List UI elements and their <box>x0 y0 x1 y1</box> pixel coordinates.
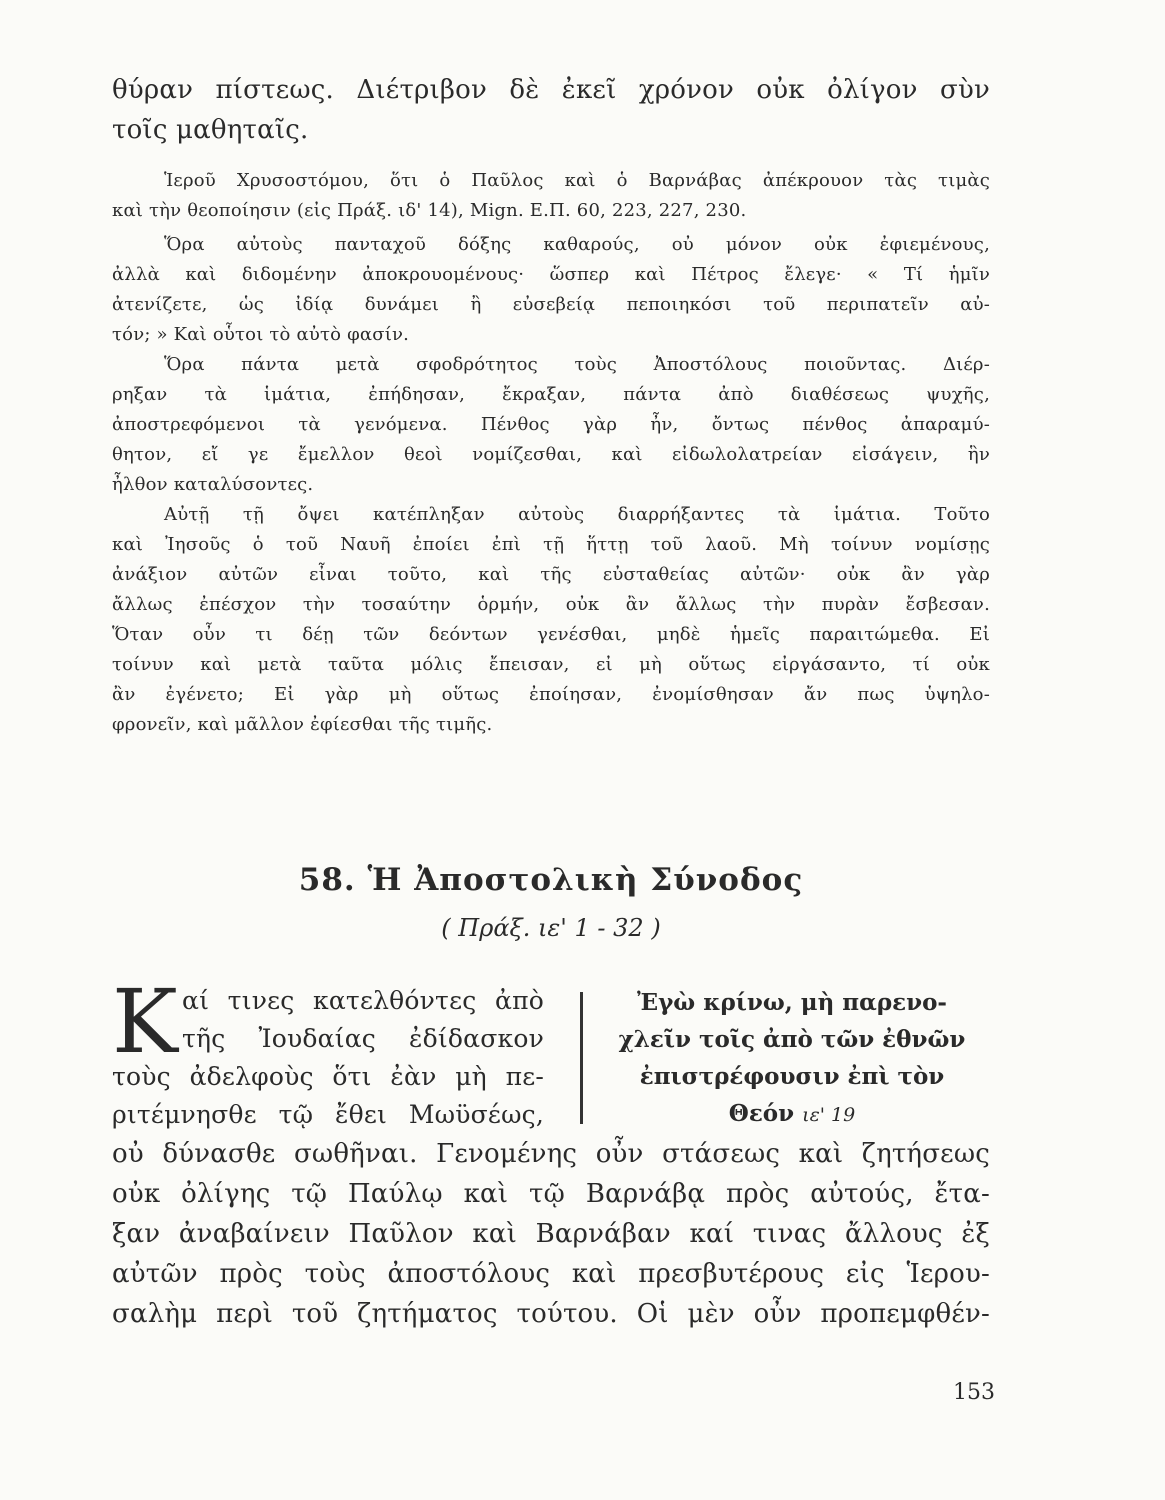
sidenote-line: ἐπιστρέφουσιν ἐπὶ τὸν <box>639 1063 945 1090</box>
commentary-line: ἀποστρεφόμενοι τὰ γενόμενα. Πένθος γὰρ ἦν, ὄντως πένθος ἀπαραμύ- <box>112 414 990 435</box>
sidenote-last-word: Θεόν <box>728 1100 795 1127</box>
text-line: οὐκ ὀλίγης τῷ Παύλῳ καὶ τῷ Βαρνάβᾳ πρὸς αὐτούς, ἔτα- <box>112 1179 990 1209</box>
sidenote-rule <box>580 992 583 1124</box>
text-line: σαλὴμ περὶ τοῦ ζητήματος τούτου. Οἱ μὲν οὖν προπεμφθέν- <box>112 1299 990 1329</box>
intro-line: τοὺς ἀδελφοὺς ὅτι ἐὰν μὴ πε- <box>112 1062 544 1091</box>
text-line: τοῖς μαθηταῖς. <box>112 115 309 145</box>
commentary-line: ἀτενίζετε, ὡς ἰδίᾳ δυνάμει ἢ εὐσεβείᾳ πεποιηκόσι τοῦ περιπατεῖν αὐ- <box>112 294 990 315</box>
text-line: θύραν πίστεως. Διέτριβον δὲ ἐκεῖ χρόνον οὐκ ὀλίγον σὺν <box>112 75 990 105</box>
sidenote-line: χλεῖν τοῖς ἀπὸ τῶν ἐθνῶν <box>618 1026 966 1053</box>
commentary-line: φρονεῖν, καὶ μᾶλλον ἐφίεσθαι τῆς τιμῆς. <box>112 714 493 735</box>
commentary-line: τοίνυν καὶ μετὰ ταῦτα μόλις ἔπεισαν, εἰ μὴ οὕτως εἰργάσαντο, τί οὐκ <box>112 654 990 675</box>
section-title: 58. Ἡ Ἀποστολικὴ Σύνοδος <box>298 862 804 898</box>
commentary-source-line: καὶ τὴν θεοποίησιν (εἰς Πράξ. ιδ' 14), Mign. E.Π. 60, 223, 227, 230. <box>112 200 747 221</box>
page-number: 153 <box>953 1380 995 1405</box>
commentary-header <box>112 166 990 226</box>
sidenote-line: Ἐγὼ κρίνω, μὴ παρενο- <box>637 989 947 1016</box>
commentary-line: ἄλλως ἐπέσχον τὴν τοσαύτην ὁρμήν, οὐκ ἂν ἄλλως τὴν πυρὰν ἔσβεσαν. <box>112 594 990 615</box>
commentary-line: Αὐτῇ τῇ ὄψει κατέπληξαν αὐτοὺς διαρρήξαντες τὰ ἱμάτια. Τοῦτο <box>164 504 990 525</box>
commentary-line: θητον, εἴ γε ἔμελλον θεοὶ νομίζεσθαι, καὶ εἰδωλολατρείαν εἰσάγειν, ἣν <box>112 444 990 465</box>
intro-line: τῆς Ἰουδαίας ἐδίδασκον <box>182 1024 544 1053</box>
commentary-line: ἀλλὰ καὶ διδομένην ἀποκρουομένους· ὥσπερ καὶ Πέτρος ἔλεγε· « Τί ἡμῖν <box>112 264 990 285</box>
commentary-line: καὶ Ἰησοῦς ὁ τοῦ Ναυῆ ἐποίει ἐπὶ τῇ ἥττῃ τοῦ λαοῦ. Μὴ τοίνυν νομίσῃς <box>112 534 990 555</box>
text-line: αὐτῶν πρὸς τοὺς ἀποστόλους καὶ πρεσβυτέρους εἰς Ἱερου- <box>112 1259 990 1289</box>
sidenote-reference: ιε' 19 <box>802 1104 856 1126</box>
commentary-source-line: Ἱεροῦ Χρυσοστόμου, ὅτι ὁ Παῦλος καὶ ὁ Βαρνάβας ἀπέκρουον τὰς τιμὰς <box>164 170 990 191</box>
commentary-line: Ὅταν οὖν τι δέῃ τῶν δεόντων γενέσθαι, μηδὲ ἡμεῖς παραιτώμεθα. Εἰ <box>112 624 990 645</box>
commentary-line: Ὅρα πάντα μετὰ σφοδρότητος τοὺς Ἀποστόλους ποιοῦντας. Διέρ- <box>164 354 990 375</box>
sidenote-last-line <box>594 1095 990 1134</box>
drop-cap: Κ <box>112 970 178 1073</box>
commentary-line: ἂν ἐγένετο; Εἰ γὰρ μὴ οὕτως ἐποίησαν, ἐνομίσθησαν ἄν πως ὑψηλο- <box>112 684 990 705</box>
commentary-line: ἦλθον καταλύσοντες. <box>112 474 314 495</box>
section-subtitle: ( Πράξ. ιε' 1 - 32 ) <box>441 914 661 942</box>
commentary-line: τόν; » Καὶ οὗτοι τὸ αὐτὸ φασίν. <box>112 324 410 345</box>
sidenote-verse <box>594 984 990 1134</box>
opening-paragraph <box>112 70 990 150</box>
commentary-line: ἀνάξιον αὐτῶν εἶναι τοῦτο, καὶ τῆς εὐσταθείας αὐτῶν· οὐκ ἂν γὰρ <box>112 564 990 585</box>
text-line: οὐ δύνασθε σωθῆναι. Γενομένης οὖν στάσεως καὶ ζητήσεως <box>112 1139 990 1169</box>
commentary-line: ρηξαν τὰ ἱμάτια, ἐπήδησαν, ἔκραξαν, πάντα ἀπὸ διαθέσεως ψυχῆς, <box>112 384 990 405</box>
commentary-line: Ὅρα αὐτοὺς πανταχοῦ δόξης καθαρούς, οὐ μόνον οὐκ ἐφιεμένους, <box>164 234 990 255</box>
main-paragraph <box>112 1134 990 1334</box>
intro-line: ριτέμνησθε τῷ ἔθει Μωϋσέως, <box>112 1100 544 1129</box>
commentary-body <box>112 230 990 740</box>
text-line: ξαν ἀναβαίνειν Παῦλον καὶ Βαρνάβαν καί τινας ἄλλους ἐξ <box>112 1219 990 1249</box>
intro-paragraph <box>112 970 544 1134</box>
intro-line: αί τινες κατελθόντες ἀπὸ <box>182 986 544 1015</box>
